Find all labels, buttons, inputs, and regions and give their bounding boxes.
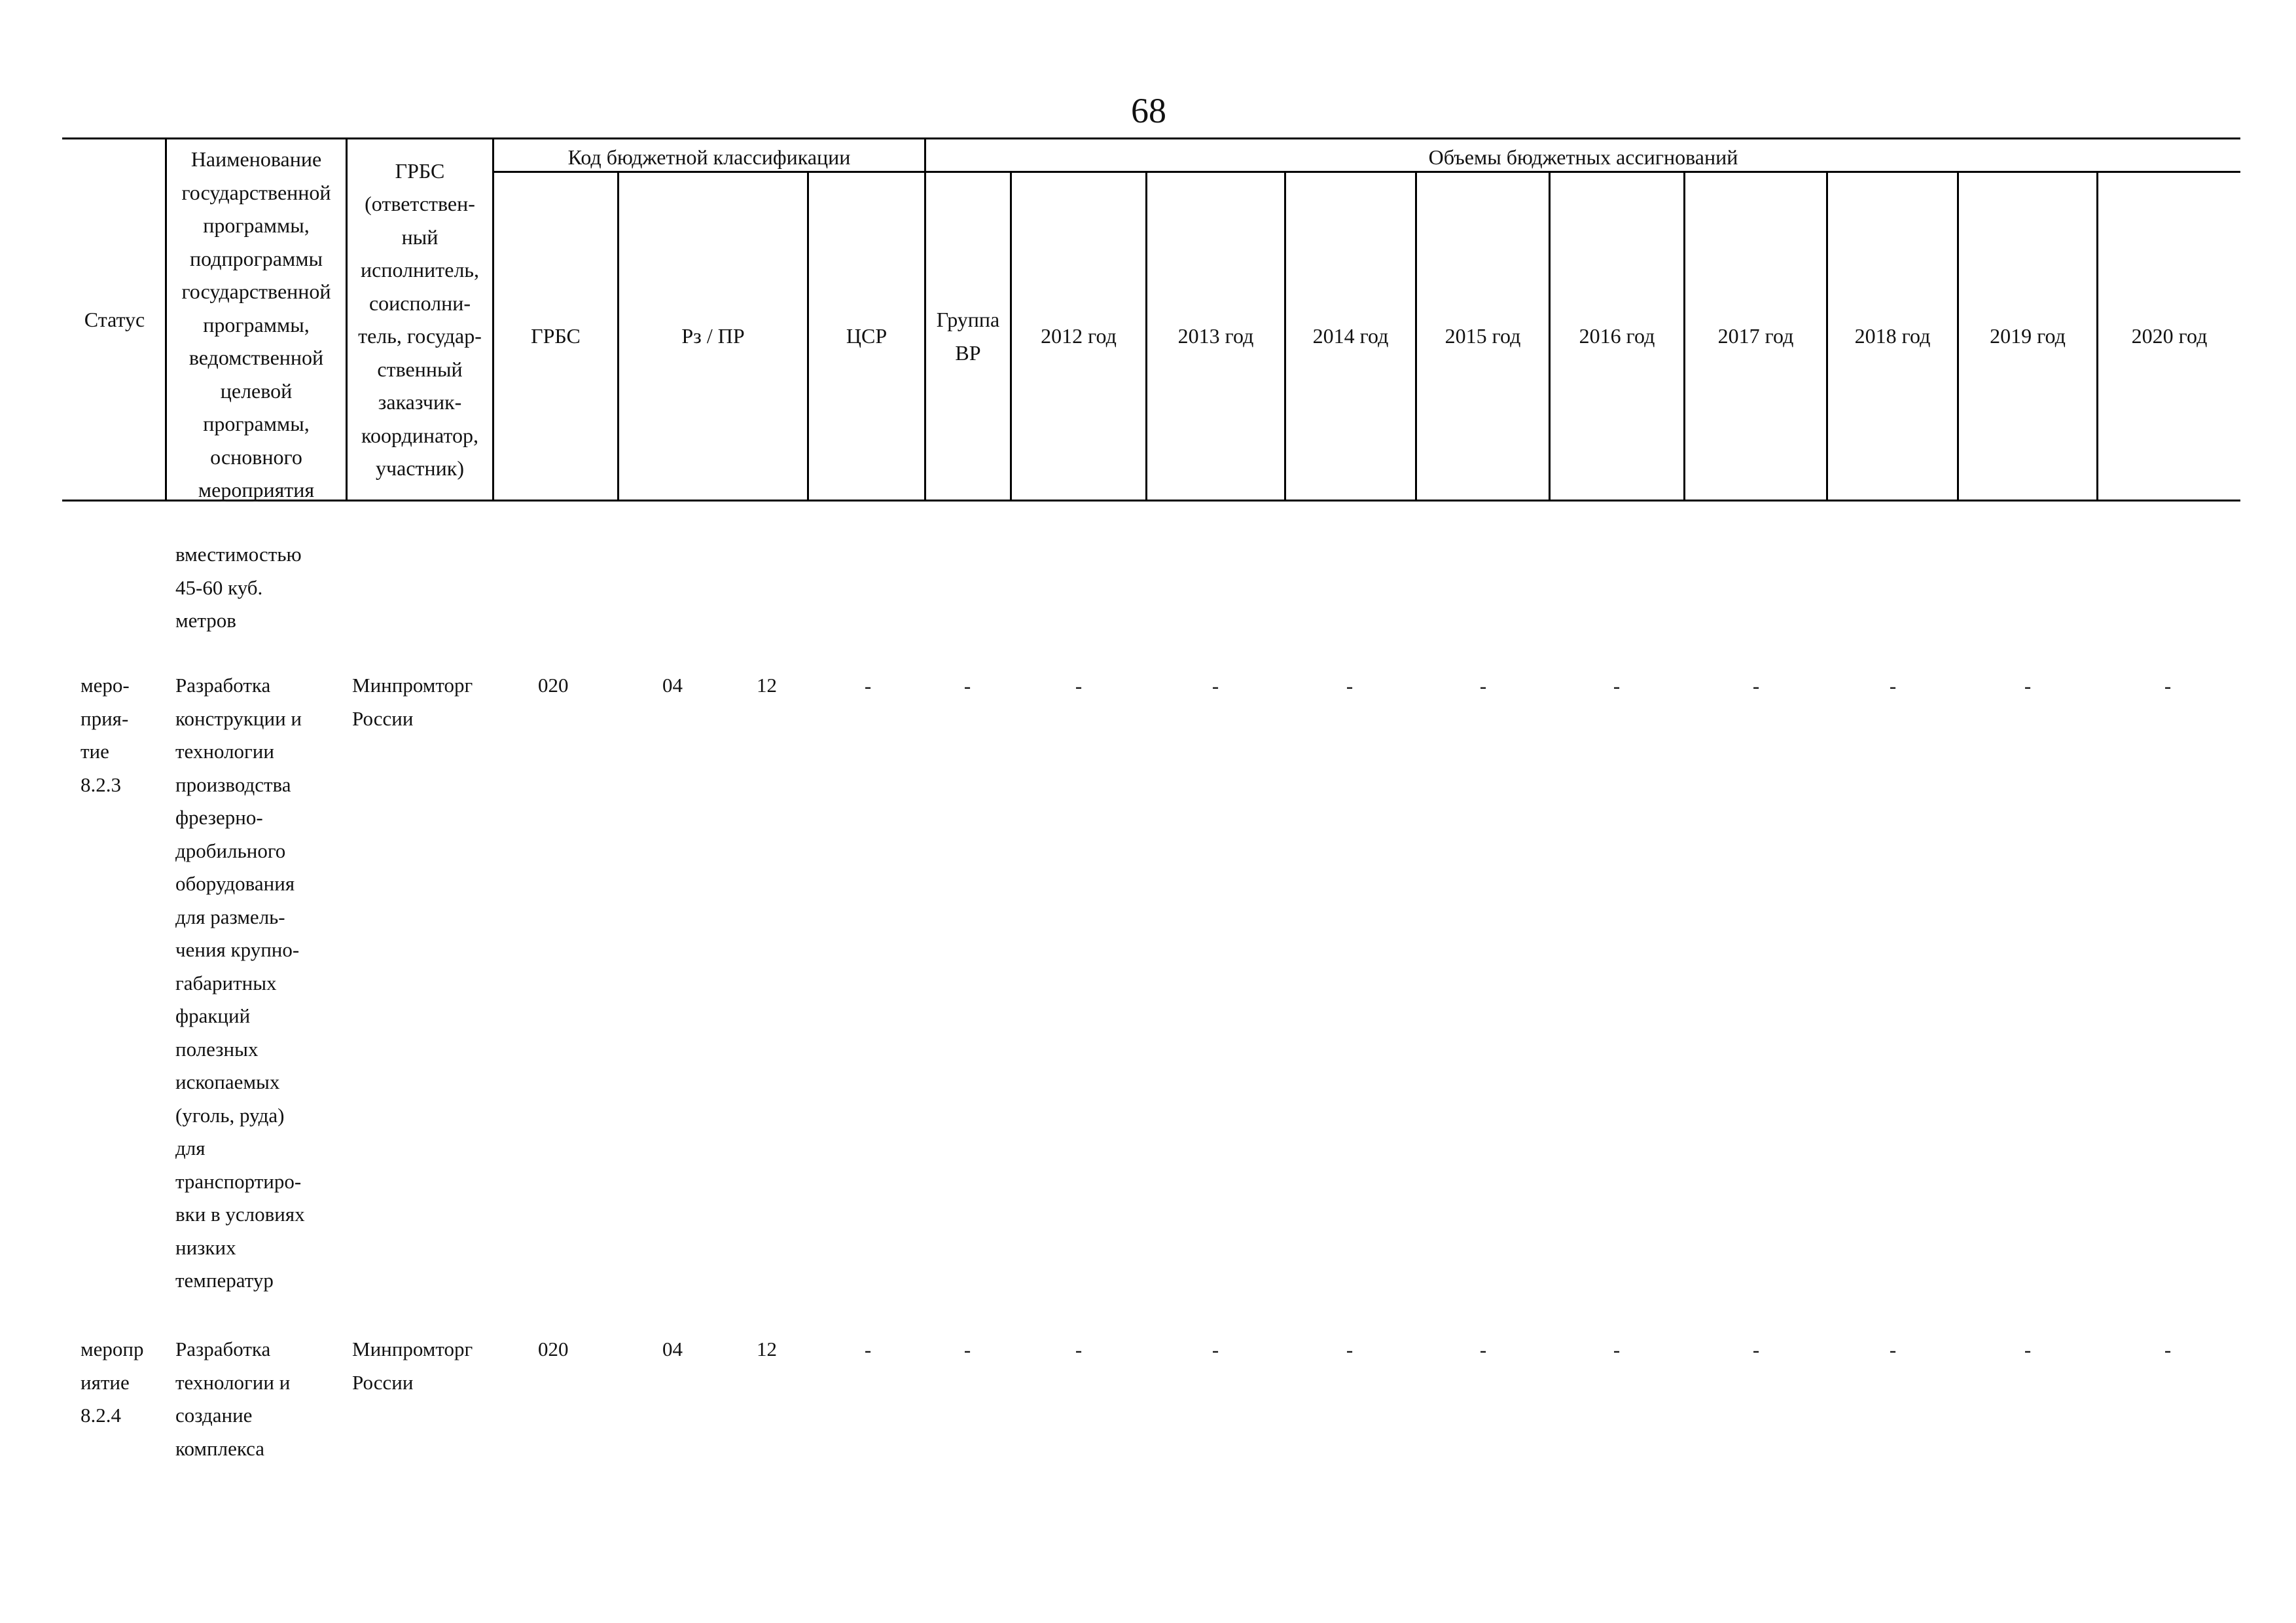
header-allocations-group: Объемы бюджетных ассигнований [1428,145,1738,169]
header-year-2020: 2020 год [2131,324,2208,348]
header-year-2017: 2017 год [1717,324,1794,348]
row-vr: - [963,674,971,697]
header-year-2018: 2018 год [1854,324,1931,348]
row-year-2012: - [1075,1338,1083,1361]
row-name: Разработка конструкции и технологии производства фрезерно- дробильного оборудования для размель- чения крупно- габаритных фракций полезных ископаемых (уголь, руда) для транспортиро- вки в условиях низких температур [175,674,305,1292]
row-grbs-code: 020 [538,674,569,697]
row-rz: 04 [662,674,683,697]
header-year-2014: 2014 год [1312,324,1389,348]
header-name [167,139,346,503]
header-grbs-role [348,139,492,500]
header-year-2016: 2016 год [1579,324,1655,348]
row-status: меропр иятие 8.2.4 [81,1338,144,1427]
header-csr: ЦСР [846,324,888,348]
row-vr: - [963,1338,971,1361]
row-grbs-code: 020 [538,1338,569,1360]
row-year-2013: - [1211,1338,1219,1361]
row-pr: 12 [757,1338,777,1360]
header-status: Статус [84,307,145,331]
header-name-text: Наименование государственной программы, подпрограммы государственной программы, ведомственной целевой программы, основного мероприятия [181,147,331,501]
header-rz-pr: Рз / ПР [681,324,745,348]
row-year-2020: - [2164,1338,2172,1361]
row-year-2019: - [2024,674,2032,697]
row-year-2018: - [1889,674,1897,697]
header-vr-group-text: Группа ВР [936,308,1000,365]
row-year-2020: - [2164,674,2172,697]
row-year-2014: - [1346,1338,1354,1361]
row-csr: - [864,674,872,697]
continuation-text: вместимостью 45-60 куб. метров [175,543,302,632]
header-grbs-role-text: ГРБС (ответствен- ный исполнитель, соисполни- тель, государ- ственный заказчик- координатор, участник) [358,158,482,480]
row-year-2016: - [1613,1338,1621,1361]
row-csr: - [864,1338,872,1361]
row-year-2014: - [1346,674,1354,697]
row-name: Разработка технологии и создание комплекса [175,1338,291,1460]
row-year-2015: - [1479,1338,1487,1361]
header-grbs: ГРБС [531,324,581,348]
header-year-2019: 2019 год [1990,324,2066,348]
row-year-2017: - [1752,1338,1760,1361]
row-year-2018: - [1889,1338,1897,1361]
row-pr: 12 [757,674,777,697]
header-bottom-rule [62,500,2240,501]
header-year-2013: 2013 год [1177,324,1254,348]
row-year-2016: - [1613,674,1621,697]
header-budget-code-group: Код бюджетной классификации [567,145,851,169]
row-year-2017: - [1752,674,1760,697]
row-grbs-name: Минпромторг России [352,674,473,730]
header-year-2015: 2015 год [1444,324,1521,348]
row-grbs-name: Минпромторг России [352,1338,473,1394]
row-year-2012: - [1075,674,1083,697]
page-number: 68 [1131,91,1166,130]
row-year-2013: - [1211,674,1219,697]
row-rz: 04 [662,1338,683,1360]
row-year-2019: - [2024,1338,2032,1361]
row-status: меро- прия- тие 8.2.3 [81,674,130,796]
header-vr-group [926,173,1010,500]
row-year-2015: - [1479,674,1487,697]
header-year-2012: 2012 год [1041,324,1117,348]
